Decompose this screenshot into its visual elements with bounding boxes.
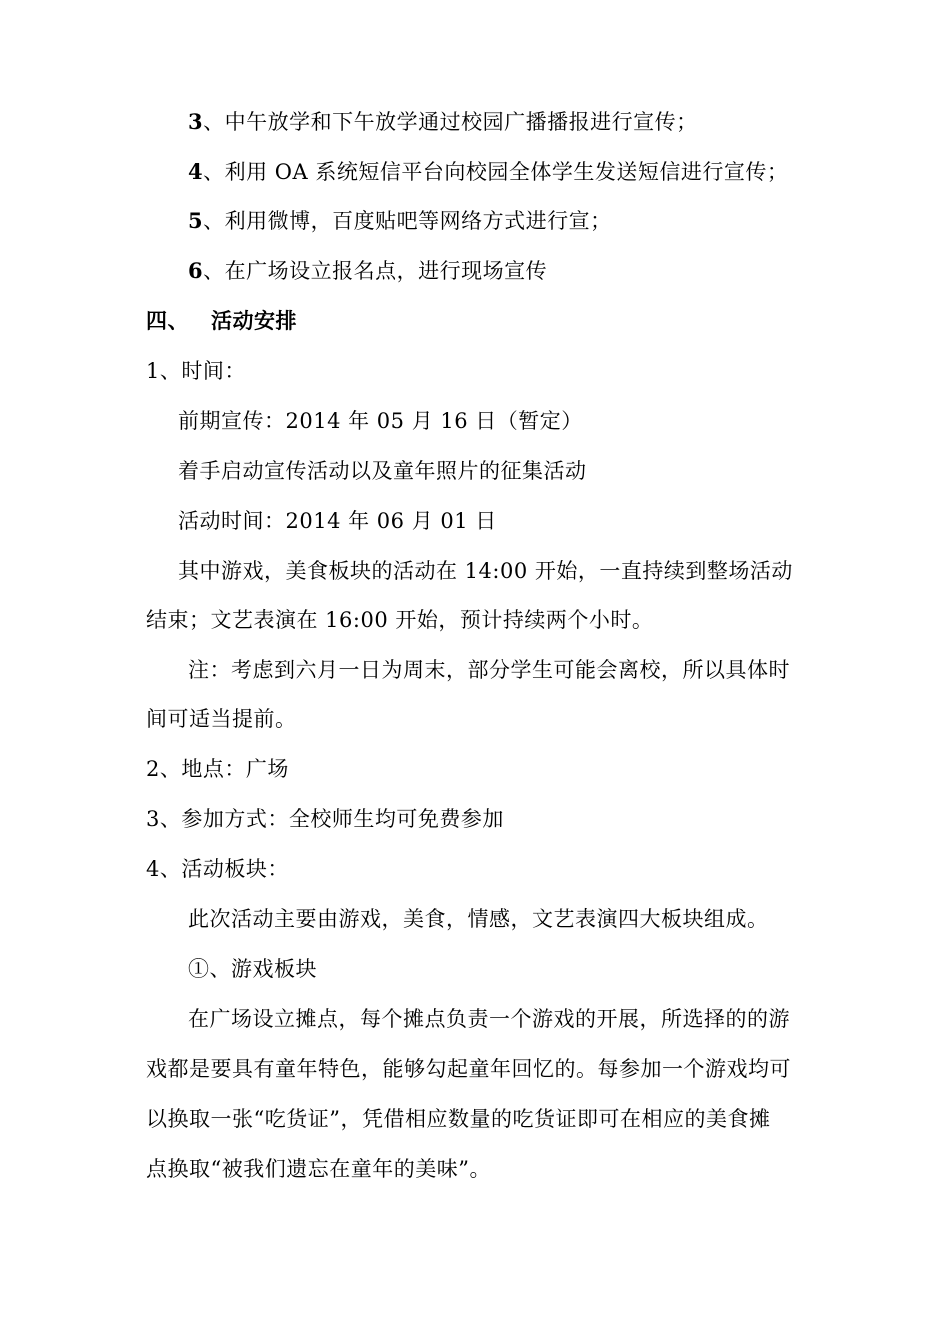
publicity-item-6	[188, 256, 547, 286]
item-text: 、在广场设立报名点，进行现场宣传	[203, 259, 548, 283]
item-text: 、中午放学和下午放学通过校园广播播报进行宣传；	[203, 110, 698, 134]
item-number: 6	[188, 258, 204, 283]
participation: 3、参加方式：全校师生均可免费参加	[146, 807, 504, 831]
item-number: 3	[188, 109, 204, 134]
schedule-line-1: 其中游戏，美食板块的活动在 14:00 开始，一直持续到整场活动	[178, 559, 793, 583]
publicity-item-4	[188, 157, 788, 187]
section-title: 活动安排	[211, 308, 297, 333]
note-line-2: 间可适当提前。	[146, 707, 297, 731]
publicity-item-5	[188, 206, 612, 236]
publicity-item-3	[188, 107, 698, 137]
event-time: 活动时间：2014 年 06 月 01 日	[178, 509, 497, 533]
game-desc-line-3: 以换取一张“吃货证”，凭借相应数量的吃货证即可在相应的美食摊	[146, 1107, 771, 1131]
game-desc-line-2: 戏都是要具有童年特色，能够勾起童年回忆的。每参加一个游戏均可	[146, 1057, 791, 1081]
item-text: 、利用 OA 系统短信平台向校园全体学生发送短信进行宣传；	[203, 160, 789, 184]
game-module-title: ①、游戏板块	[188, 957, 317, 981]
modules-label: 4、活动板块：	[146, 857, 289, 881]
location: 2、地点：广场	[146, 757, 289, 781]
note-line-1: 注：考虑到六月一日为周末，部分学生可能会离校，所以具体时	[188, 658, 790, 682]
pre-publicity: 前期宣传：2014 年 05 月 16 日（暂定）	[178, 409, 583, 433]
game-desc-line-1: 在广场设立摊点，每个摊点负责一个游戏的开展，所选择的的游	[188, 1007, 790, 1031]
time-label: 1、时间：	[146, 359, 246, 383]
section-number: 四、	[146, 308, 189, 333]
modules-intro: 此次活动主要由游戏，美食，情感，文艺表演四大板块组成。	[188, 907, 769, 931]
schedule-line-2: 结束；文艺表演在 16:00 开始，预计持续两个小时。	[146, 608, 654, 632]
pre-publicity-desc: 着手启动宣传活动以及童年照片的征集活动	[178, 459, 587, 483]
section-heading	[146, 306, 297, 336]
item-text: 、利用微博，百度贴吧等网络方式进行宣；	[203, 209, 612, 233]
game-desc-line-4: 点换取“被我们遗忘在童年的美味”。	[146, 1157, 491, 1181]
item-number: 4	[188, 159, 204, 184]
item-number: 5	[188, 208, 204, 233]
